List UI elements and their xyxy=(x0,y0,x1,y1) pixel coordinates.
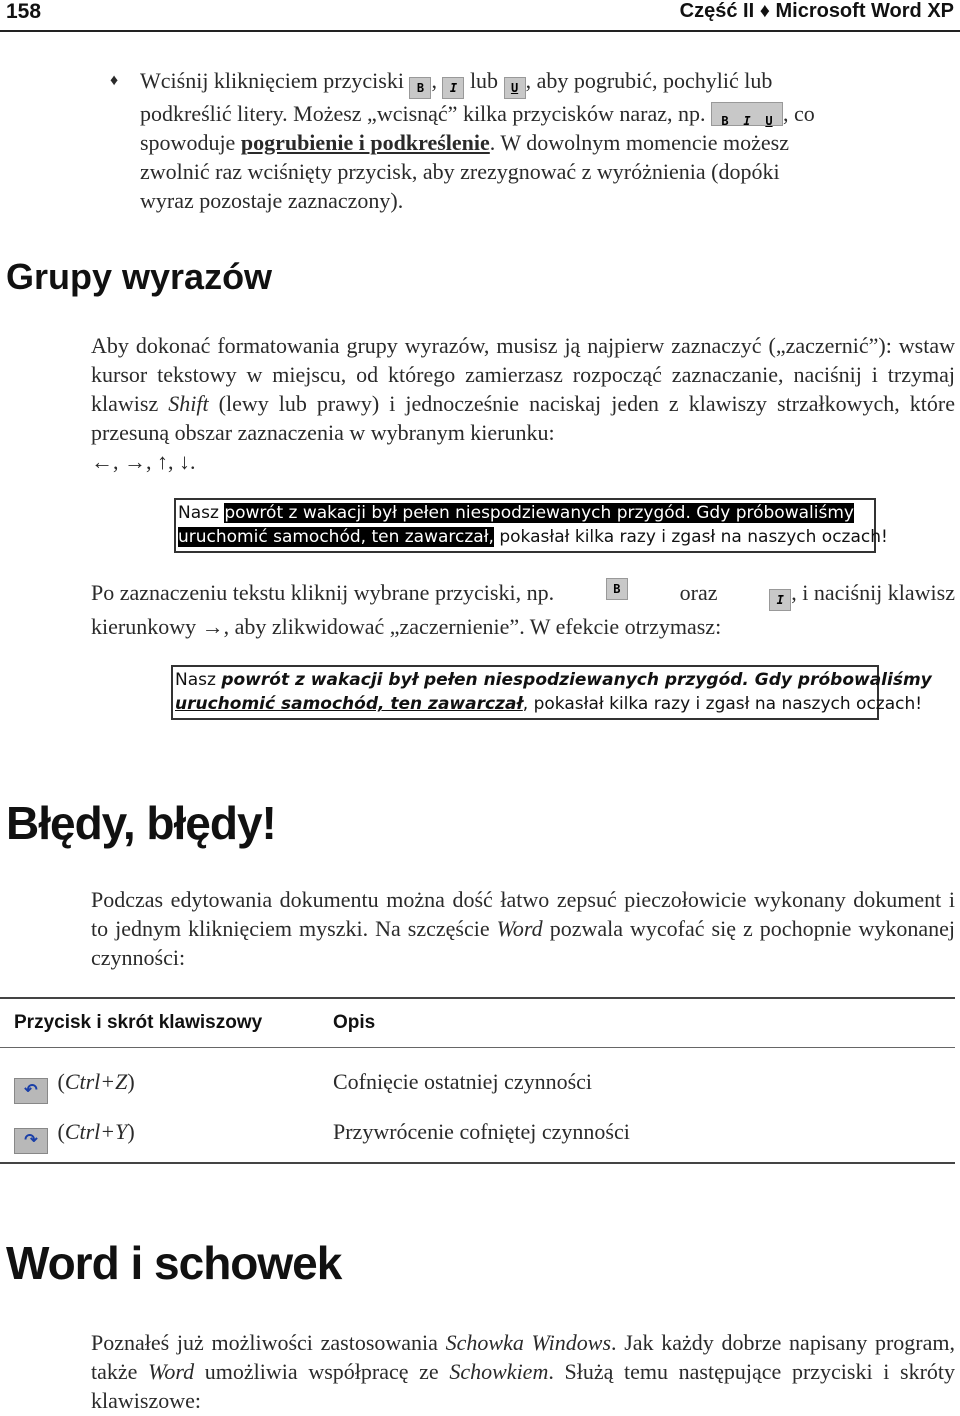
shift-key-label: Shift xyxy=(168,391,209,416)
bold-button-icon: B xyxy=(409,77,431,99)
page-header xyxy=(0,0,960,32)
bold-italic-text: uruchomić samochód, ten zawarczał xyxy=(175,694,523,714)
paragraph-grupy: Aby dokonać formatowania grupy wyrazów, musisz ją najpierw zaznaczyć („zaczernić”): wstaw kursor tekstowy w miejscu, od którego zamierzasz rozpocząć zaznaczanie, naciśnij i trzymaj klawisz Shift (lewy lub prawy) i jednocześnie naciskaj jeden z klawiszy strzałkowych, które przesuną obszar zaznaczenia w wybranym kierunku: xyxy=(91,333,955,445)
bold-italic-text: powrót z wakacji był pełen niespodziewanych przygód. Gdy próbowaliśmy xyxy=(221,670,932,690)
table-top-rule xyxy=(0,997,955,999)
bullet-paragraph: Wciśnij kliknięciem przyciski B , I lub U , aby pogrubić, pochylić lub podkreślić litery. Możesz „wcisnąć” kilka przycisków naraz, np. B I U , co spowoduje pogrubienie i podkreślenie. W dowolnym momencie możesz zwolnić raz wciśnięty przycisk, aby zrezygnować z wyróżnienia (dopóki wyraz pozostaje zaznaczony). xyxy=(140,68,815,213)
table-bottom-rule xyxy=(0,1162,955,1164)
section-title-schowek: Word i schowek xyxy=(6,1237,342,1289)
bold-italic-underline-buttons-icon: B I U xyxy=(711,102,783,126)
running-title: Część II ♦ Microsoft Word XP xyxy=(679,0,954,22)
paragraph-bledy: Podczas edytowania dokumentu można dość łatwo zepsuć pieczołowicie wykonany dokument i to jednym kliknięciem myszki. Na szczęście Word pozwala wycofać się z pochopnie wykonanej czynności: xyxy=(91,887,955,970)
formatted-demo: Nasz powrót z wakacji był pełen niespodziewanych przygód. Gdy próbowaliśmy uruchomić samochód, ten zawarczał, pokasłał kilka razy i zgasł na naszych oczach! xyxy=(171,665,879,720)
emphasis-example: pogrubienie i podkreślenie xyxy=(240,130,490,155)
paragraph-po-zaznaczeniu: Po zaznaczeniu tekstu kliknij wybrane przyciski, np. B oraz I , i naciśnij klawisz kierunkowy →, aby zlikwidować „zaczernienie”. W efekcie otrzymasz: xyxy=(91,580,955,639)
bold-button-icon: B xyxy=(606,578,628,600)
table-header-rule xyxy=(0,1047,955,1048)
selected-text: powrót z wakacji był pełen niespodziewanych przygód. Gdy próbowaliśmy xyxy=(224,503,854,523)
redo-icon: ↷ xyxy=(14,1128,48,1154)
arrow-keys-list: ←, →, ↑, ↓. xyxy=(91,449,196,474)
bullet-diamond: ♦ xyxy=(110,72,119,89)
paragraph-schowek: Poznałeś już możliwości zastosowania Schowka Windows. Jak każdy dobrze napisany program, także Word umożliwia współpracę ze Schowkiem. Służą temu następujące przyciski i skróty klawiszowe: xyxy=(91,1330,956,1413)
selected-text: uruchomić samochód, ten zawarczał, xyxy=(178,527,494,547)
bullet-text: Wciśnij kliknięciem przyciski xyxy=(140,68,404,93)
table-cell-desc: Cofnięcie ostatniej czynności xyxy=(333,1069,593,1094)
section-title-grupy: Grupy wyrazów xyxy=(6,256,273,297)
table-header-shortcut: Przycisk i skrót klawiszowy xyxy=(14,1012,263,1033)
page-number: 158 xyxy=(6,0,42,23)
table-cell-desc: Przywrócenie cofniętej czynności xyxy=(333,1119,630,1144)
selection-demo: Nasz powrót z wakacji był pełen niespodziewanych przygód. Gdy próbowaliśmy uruchomić samochód, ten zawarczał, pokasłał kilka razy i zgasł na naszych oczach! xyxy=(174,498,876,553)
undo-icon: ↶ xyxy=(14,1078,48,1104)
italic-button-icon: I xyxy=(442,77,464,99)
italic-button-icon: I xyxy=(769,589,791,611)
table-row: ↶ (Ctrl+Z) xyxy=(14,1067,135,1104)
table-header-description: Opis xyxy=(333,1012,376,1033)
underline-button-icon: U xyxy=(504,77,526,99)
section-title-bledy: Błędy, błędy! xyxy=(6,797,276,849)
table-row: ↷ (Ctrl+Y) xyxy=(14,1117,135,1154)
